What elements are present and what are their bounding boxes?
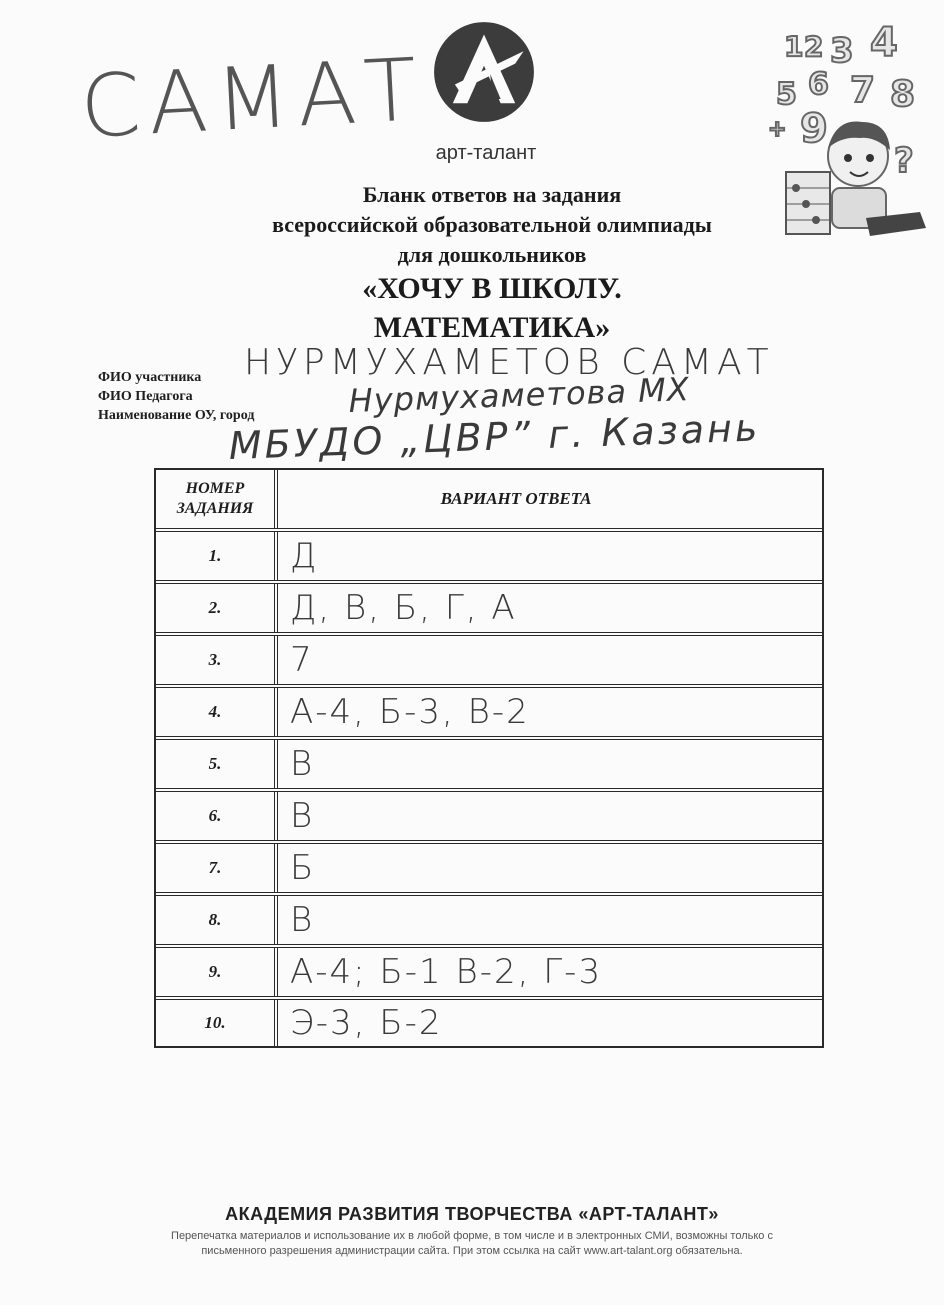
svg-text:7: 7 [850,70,876,111]
title-line-1: Бланк ответов на задания [362,182,622,207]
table-row [156,996,822,1046]
brand-name: арт-талант [435,142,537,164]
table-row [156,580,822,632]
footer-title: АКАДЕМИЯ РАЗВИТИЯ ТВОРЧЕСТВА «АРТ-ТАЛАНТ» [225,1204,719,1224]
title-line-4: «ХОЧУ В ШКОЛУ. [362,272,622,305]
svg-text:8: 8 [890,74,916,115]
answer-field[interactable]: В [290,796,315,836]
school-field[interactable]: МБУДО „ЦВР” г. Казань [228,405,761,468]
table-row [156,632,822,684]
table-row [156,684,822,736]
task-number: 9. [156,948,278,996]
task-number: 6. [156,792,278,840]
table-row [156,788,822,840]
header-answer-variant: ВАРИАНТ ОТВЕТА [440,489,592,508]
table-row [156,736,822,788]
art-talant-logo-icon [432,20,536,124]
handwritten-name: САМАТ [78,39,428,158]
title-line-2: всероссийской образовательной олимпиады [272,212,712,237]
svg-text:4: 4 [870,20,898,66]
svg-text:1: 1 [784,30,804,63]
task-number: 7. [156,844,278,892]
task-number: 3. [156,636,278,684]
answer-field[interactable]: Э-3, Б-2 [290,1003,443,1043]
answer-field[interactable]: 7 [290,640,314,680]
answer-field[interactable]: Б [290,848,316,888]
participant-label: ФИО участника [98,370,202,385]
title-line-3: для дошкольников [397,242,587,267]
answer-field[interactable]: В [290,744,315,784]
task-number: 5. [156,740,278,788]
answer-field[interactable]: А-4, Б-3, В-2 [290,692,530,732]
answer-table [154,468,824,1048]
table-row [156,944,822,996]
footer-note-line-1: Перепечатка материалов и использование их в любой форме, в том числе и в электронных СМИ, возможны только с [171,1230,773,1242]
svg-text:6: 6 [808,67,829,102]
svg-text:5: 5 [776,77,797,112]
answer-field[interactable]: Д [290,536,319,576]
svg-text:2: 2 [804,30,824,63]
svg-text:?: ? [894,141,914,181]
title-line-5: МАТЕМАТИКА» [373,311,611,344]
footer-note-line-2: письменного разрешения администрации сайта. При этом ссылка на сайт www.art-talant.org обязательна. [201,1245,743,1257]
answer-field[interactable]: В [290,900,315,940]
table-row [156,528,822,580]
teacher-label: ФИО Педагога [98,389,193,404]
task-number: 2. [156,584,278,632]
table-header [156,470,822,528]
table-row [156,840,822,892]
school-label: Наименование ОУ, город [98,408,255,423]
task-number: 4. [156,688,278,736]
svg-text:3: 3 [830,31,854,71]
task-number: 8. [156,896,278,944]
svg-text:+: + [768,117,787,142]
teacher-field[interactable]: Нурмухаметова МХ [348,370,691,420]
answer-field[interactable]: Д, В, Б, Г, А [290,588,517,628]
participant-field[interactable]: НУРМУХАМЕТОВ САМАТ [244,342,774,383]
mascot-illustration [770,22,930,244]
answer-field[interactable]: А-4; Б-1 В-2, Г-3 [290,952,603,992]
task-number: 10. [156,1000,278,1046]
task-number: 1. [156,532,278,580]
svg-text:9: 9 [800,106,828,152]
table-row [156,892,822,944]
header-task-number: НОМЕР ЗАДАНИЯ [156,470,278,528]
